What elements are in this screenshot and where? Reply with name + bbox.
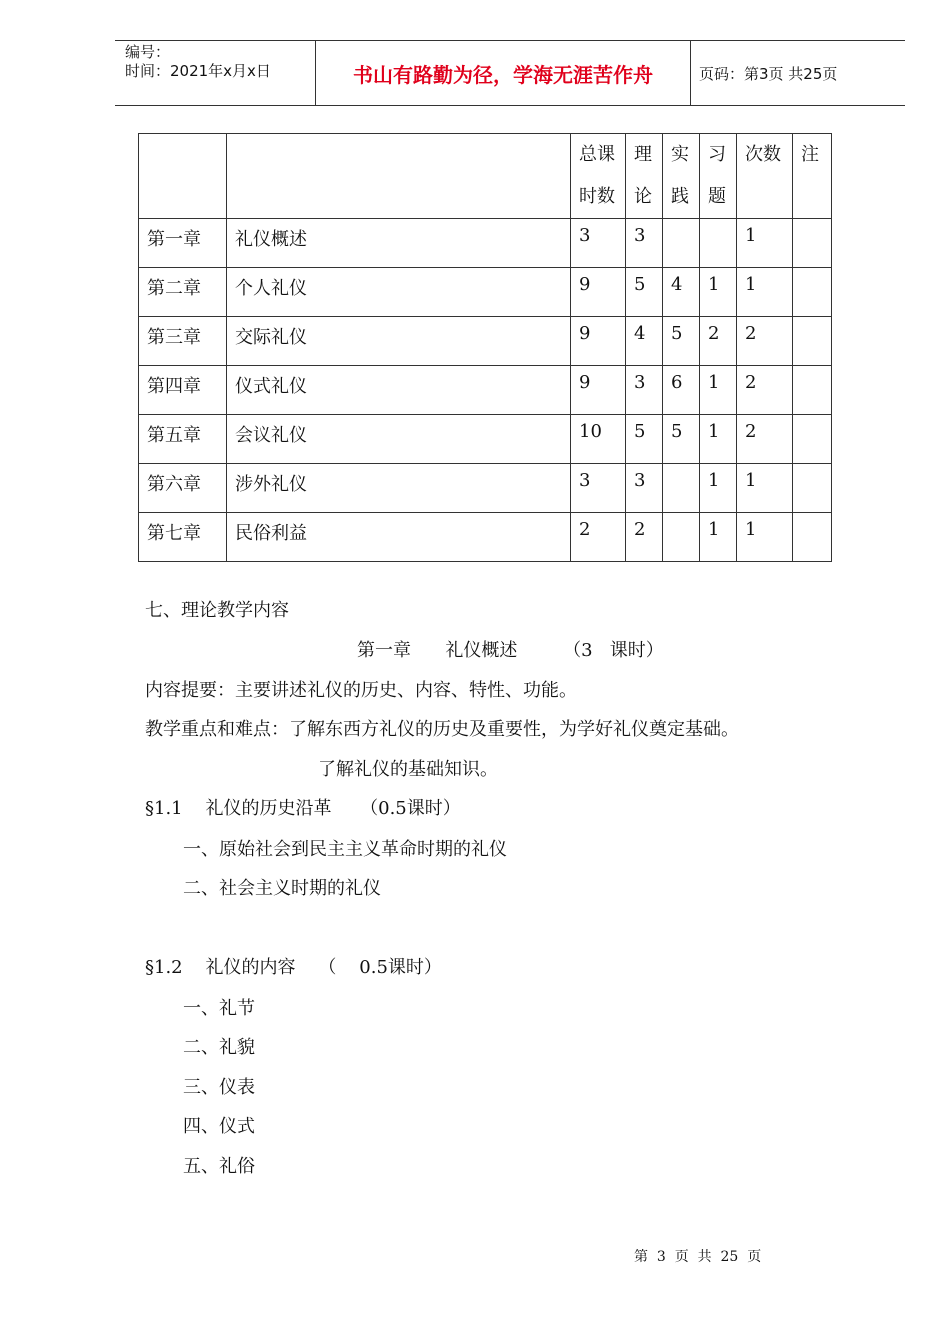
table-cell (793, 317, 832, 366)
table-row (139, 366, 832, 415)
table-cell: 3 (571, 219, 626, 268)
table-cell: 交际礼仪 (227, 317, 571, 366)
table-cell: 第二章 (139, 268, 227, 317)
summary: 内容提要：主要讲述礼仪的历史、内容、特性、功能。 (145, 680, 577, 701)
table-header-cell: 注 (793, 134, 832, 219)
table-cell: 1 (737, 513, 793, 562)
table-row (139, 415, 832, 464)
key-points: 教学重点和难点：了解东西方礼仪的历史及重要性，为学好礼仪奠定基础。 (145, 719, 739, 740)
table-cell: 第一章 (139, 219, 227, 268)
table-cell: 1 (737, 464, 793, 513)
table-cell: 3 (626, 366, 663, 415)
table-cell: 1 (700, 464, 737, 513)
list-item: 一、原始社会到民主主义革命时期的礼仪 (183, 839, 507, 860)
page-header (115, 40, 905, 106)
table-cell: 10 (571, 415, 626, 464)
table-cell: 3 (571, 464, 626, 513)
list-item: 二、礼貌 (183, 1037, 255, 1058)
table-cell (793, 366, 832, 415)
table-row (139, 268, 832, 317)
table-cell: 4 (663, 268, 700, 317)
table-cell: 9 (571, 366, 626, 415)
table-cell: 9 (571, 268, 626, 317)
table-header-cell (139, 134, 227, 219)
table-cell: 1 (700, 415, 737, 464)
section-title: 七、理论教学内容 (145, 600, 289, 621)
table-cell: 1 (737, 268, 793, 317)
table-cell: 礼仪概述 (227, 219, 571, 268)
header-motto: 书山有路勤为径，学海无涯苦作舟 (315, 41, 691, 105)
table-row (139, 219, 832, 268)
list-item: 三、仪表 (183, 1077, 255, 1098)
page-footer: 第 3 页 共 25 页 (634, 1249, 762, 1265)
table-cell: 2 (700, 317, 737, 366)
table-cell: 1 (700, 268, 737, 317)
table-cell: 2 (737, 415, 793, 464)
table-cell: 仪式礼仪 (227, 366, 571, 415)
time-label: 时间：2021年x月x日 (125, 62, 271, 80)
table-cell (793, 268, 832, 317)
table-cell (793, 464, 832, 513)
table-cell (700, 219, 737, 268)
table-header-cell: 次数 (737, 134, 793, 219)
table-cell: 9 (571, 317, 626, 366)
table-cell: 5 (663, 415, 700, 464)
list-item: 五、礼俗 (183, 1156, 255, 1177)
table-cell (793, 415, 832, 464)
table-cell: 涉外礼仪 (227, 464, 571, 513)
table-cell: 第七章 (139, 513, 227, 562)
header-page-info: 页码：第3页 共25页 (699, 64, 838, 83)
table-cell (793, 219, 832, 268)
table-cell: 5 (663, 317, 700, 366)
table-cell: 3 (626, 464, 663, 513)
serial-label: 编号： (125, 43, 171, 61)
list-item: 四、仪式 (183, 1116, 255, 1137)
table-header-cell: 实践 (663, 134, 700, 219)
table-header-cell: 习题 (700, 134, 737, 219)
header-meta (115, 41, 315, 105)
table-cell: 会议礼仪 (227, 415, 571, 464)
table-cell (663, 513, 700, 562)
table-cell: 第三章 (139, 317, 227, 366)
table-cell: 个人礼仪 (227, 268, 571, 317)
table-row (139, 317, 832, 366)
table-cell: 3 (626, 219, 663, 268)
table-cell: 5 (626, 268, 663, 317)
list-item: 一、礼节 (183, 998, 255, 1019)
table-row (139, 513, 832, 562)
chapter-title: 第一章 礼仪概述 （3 课时） (357, 640, 664, 661)
table-header-cell: 理论 (626, 134, 663, 219)
table-cell: 第五章 (139, 415, 227, 464)
section-1-1-title: §1.1 礼仪的历史沿革 （0.5课时） (145, 798, 461, 819)
table-cell: 第六章 (139, 464, 227, 513)
table-cell: 1 (700, 513, 737, 562)
section-1-2-title: §1.2 礼仪的内容 （ 0.5课时） (145, 957, 442, 978)
list-item: 二、社会主义时期的礼仪 (183, 878, 381, 899)
table-header-row (139, 134, 832, 219)
table-cell: 2 (626, 513, 663, 562)
table-cell: 2 (737, 317, 793, 366)
table-cell: 民俗利益 (227, 513, 571, 562)
table-header-cell: 总课时数 (571, 134, 626, 219)
table-header-cell (227, 134, 571, 219)
table-cell: 1 (700, 366, 737, 415)
table-cell: 2 (571, 513, 626, 562)
table-cell (793, 513, 832, 562)
table-row (139, 464, 832, 513)
course-hours-table (138, 133, 832, 562)
table-cell: 4 (626, 317, 663, 366)
table-cell: 2 (737, 366, 793, 415)
table-cell: 第四章 (139, 366, 227, 415)
table-cell: 6 (663, 366, 700, 415)
table-cell: 5 (626, 415, 663, 464)
table-cell (663, 464, 700, 513)
table-cell (663, 219, 700, 268)
key-points-continued: 了解礼仪的基础知识。 (318, 759, 498, 780)
table-cell: 1 (737, 219, 793, 268)
